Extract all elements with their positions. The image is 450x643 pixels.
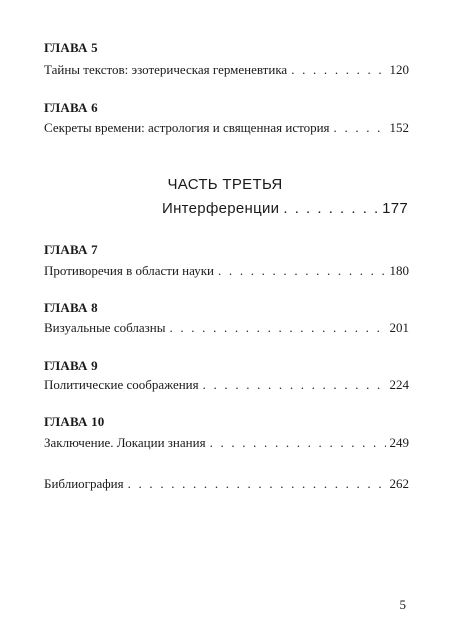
toc-entry-title: Тайны текстов: эзотерическая герменевтика	[44, 62, 288, 77]
toc-entry-page: 180	[389, 263, 409, 278]
toc-entry-part-three[interactable]	[162, 200, 408, 217]
dot-leader	[291, 62, 385, 78]
dot-leader	[218, 263, 385, 279]
chapter-9-heading: ГЛАВА 9	[44, 358, 98, 373]
part-entry-title: Интерференции	[162, 200, 280, 217]
dot-leader	[169, 320, 385, 336]
toc-entry-page: 120	[389, 62, 409, 77]
dot-leader	[210, 435, 386, 451]
dot-leader	[283, 200, 378, 217]
chapter-10-heading: ГЛАВА 10	[44, 414, 105, 429]
toc-entry-title: Визуальные соблазны	[44, 320, 166, 335]
toc-entry-chapter-10[interactable]	[44, 435, 409, 451]
page-number: 5	[399, 597, 406, 612]
toc-entry-title: Библиография	[44, 476, 124, 491]
part-title: ЧАСТЬ ТРЕТЬЯ	[167, 176, 283, 193]
toc-entry-title: Противоречия в области науки	[44, 263, 215, 278]
toc-entry-title: Политические соображения	[44, 377, 199, 392]
toc-entry-chapter-8[interactable]	[44, 320, 409, 336]
dot-leader	[334, 120, 386, 136]
toc-entry-chapter-9[interactable]	[44, 377, 409, 393]
toc-entry-chapter-7[interactable]	[44, 263, 409, 279]
chapter-6-heading: ГЛАВА 6	[44, 100, 98, 115]
dot-leader	[128, 476, 386, 492]
dot-leader	[203, 377, 386, 393]
toc-entry-page: 249	[389, 435, 409, 450]
toc-entry-page: 201	[389, 320, 409, 335]
toc-entry-title: Секреты времени: астрология и священная история	[44, 120, 330, 135]
toc-entry-chapter-5[interactable]	[44, 62, 409, 78]
toc-entry-title: Заключение. Локации знания	[44, 435, 206, 450]
chapter-8-heading: ГЛАВА 8	[44, 300, 98, 315]
toc-entry-chapter-6[interactable]	[44, 120, 409, 136]
toc-entry-bibliography[interactable]	[44, 476, 409, 492]
part-entry-page: 177	[382, 200, 408, 217]
chapter-5-heading: ГЛАВА 5	[44, 40, 98, 55]
toc-entry-page: 262	[389, 476, 409, 491]
toc-entry-page: 224	[389, 377, 409, 392]
toc-entry-page: 152	[389, 120, 409, 135]
chapter-7-heading: ГЛАВА 7	[44, 242, 98, 257]
